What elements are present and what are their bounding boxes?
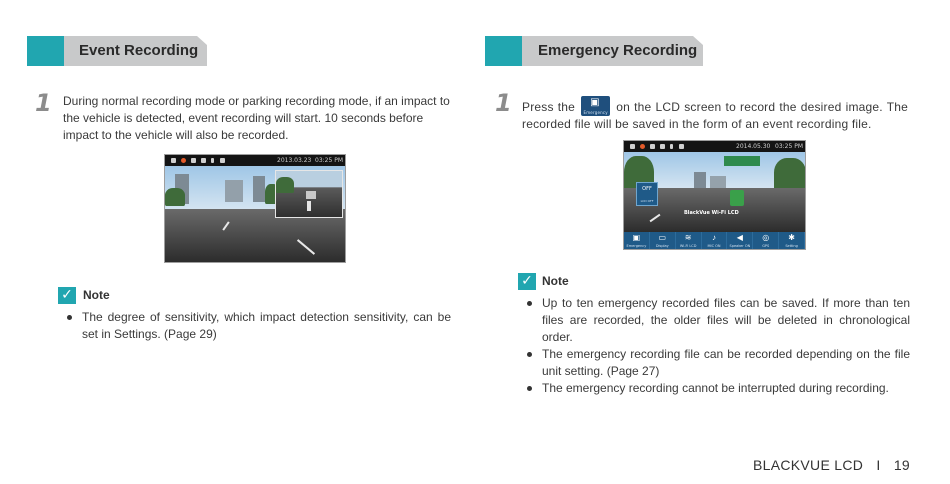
emergency-recording-paragraph: Press the ▣ Emergency on the LCD screen to record the desired image. The recorded file will be saved in the form of an event recording file.: [522, 97, 908, 131]
road-sign: [724, 156, 760, 166]
camera-icon: ▣: [632, 233, 641, 242]
wifi-icon: [660, 144, 665, 149]
lcd-off-button[interactable]: OFF LCD OFF: [636, 182, 658, 206]
right-note-list: [523, 295, 910, 397]
gear-icon: ✱: [788, 233, 795, 242]
emergency-recording-screenshot: [623, 140, 806, 250]
emergency-button-icon: ▣ Emergency: [581, 96, 610, 116]
toolbar-button-display[interactable]: [650, 232, 676, 249]
list-item: The emergency recording file can be recorded depending on the file unit setting. (Page 27): [523, 346, 910, 380]
list-item: The degree of sensitivity, which impact detection sensitivity, can be set in Settings. (Page 29): [63, 309, 451, 343]
gps-icon: ◎: [762, 233, 770, 242]
speaker-icon: ◀: [736, 233, 743, 242]
toolbar-button-mic-on[interactable]: [702, 232, 728, 249]
toolbar-button-label: Display: [655, 244, 669, 248]
lcd-overlay-text: BlackVue Wi-Fi LCD: [684, 210, 739, 216]
toolbar-button-gps[interactable]: [753, 232, 779, 249]
toolbar-button-wi-fi-lcd[interactable]: [676, 232, 702, 249]
mic-icon: [211, 158, 214, 163]
toolbar-button-label: GPS: [762, 244, 770, 248]
dashcam-view: [165, 166, 345, 262]
step-number: 1: [35, 89, 52, 117]
toolbar-button-setting[interactable]: [779, 232, 805, 249]
lcd-time: 03:25 PM: [315, 157, 343, 164]
lcd-status-bar: [624, 141, 805, 152]
toolbar-button-label: Setting: [785, 244, 798, 248]
toolbar-button-speaker-on[interactable]: [727, 232, 753, 249]
lcd-status-bar: [165, 155, 345, 166]
wifi-icon: ≋: [684, 233, 692, 242]
event-recording-header: [27, 36, 207, 66]
event-recording-title: Event Recording: [79, 42, 199, 59]
car-icon: [630, 144, 635, 149]
page-footer: [753, 457, 910, 473]
lcd-time: 03:25 PM: [775, 143, 803, 150]
impact-inset-view: [275, 170, 343, 218]
gps-icon: [650, 144, 655, 149]
event-recording-paragraph: During normal recording mode or parking recording mode, if an impact to the vehicle is detected, event recording will start. 10 seconds before impact to the vehicle will also be recorded.: [63, 94, 450, 142]
dashcam-view: [624, 152, 805, 232]
note-title: Note: [542, 274, 569, 288]
record-icon: [640, 144, 645, 149]
note-title: Note: [83, 288, 110, 302]
emergency-recording-title: Emergency Recording: [538, 42, 698, 59]
mic-icon: ♪: [712, 233, 716, 242]
footer-separator: I: [876, 457, 881, 473]
record-icon: [181, 158, 186, 163]
car-icon: [171, 158, 176, 163]
speaker-icon: [220, 158, 225, 163]
display-icon: ▭: [658, 233, 667, 242]
lcd-date: 2014.05.30: [736, 143, 771, 150]
toolbar-button-emergency[interactable]: [624, 232, 650, 249]
toolbar-button-label: Wi-Fi LCD: [679, 244, 697, 248]
checkmark-icon: ✓: [518, 273, 536, 290]
toolbar-button-label: Speaker ON: [729, 244, 751, 248]
page-number: 19: [893, 457, 910, 473]
list-item: The emergency recording cannot be interrupted during recording.: [523, 380, 910, 397]
step-number: 1: [495, 89, 512, 117]
speaker-icon: [679, 144, 684, 149]
mic-icon: [670, 144, 673, 149]
emergency-recording-header: [485, 36, 705, 66]
gps-icon: [191, 158, 196, 163]
lcd-date: 2013.03.23: [277, 157, 312, 164]
footer-brand: BLACKVUE LCD: [753, 457, 864, 473]
list-item: Up to ten emergency recorded files can be saved. If more than ten files are recorded, the older files will be deleted in chronological order.: [523, 295, 910, 346]
checkmark-icon: ✓: [58, 287, 76, 304]
event-recording-screenshot: [164, 154, 346, 263]
wifi-icon: [201, 158, 206, 163]
left-note-list: [63, 309, 451, 343]
bus: [730, 190, 744, 206]
toolbar-button-label: Emergency: [626, 244, 647, 248]
lcd-toolbar: [624, 232, 805, 249]
toolbar-button-label: MIC ON: [707, 244, 721, 248]
